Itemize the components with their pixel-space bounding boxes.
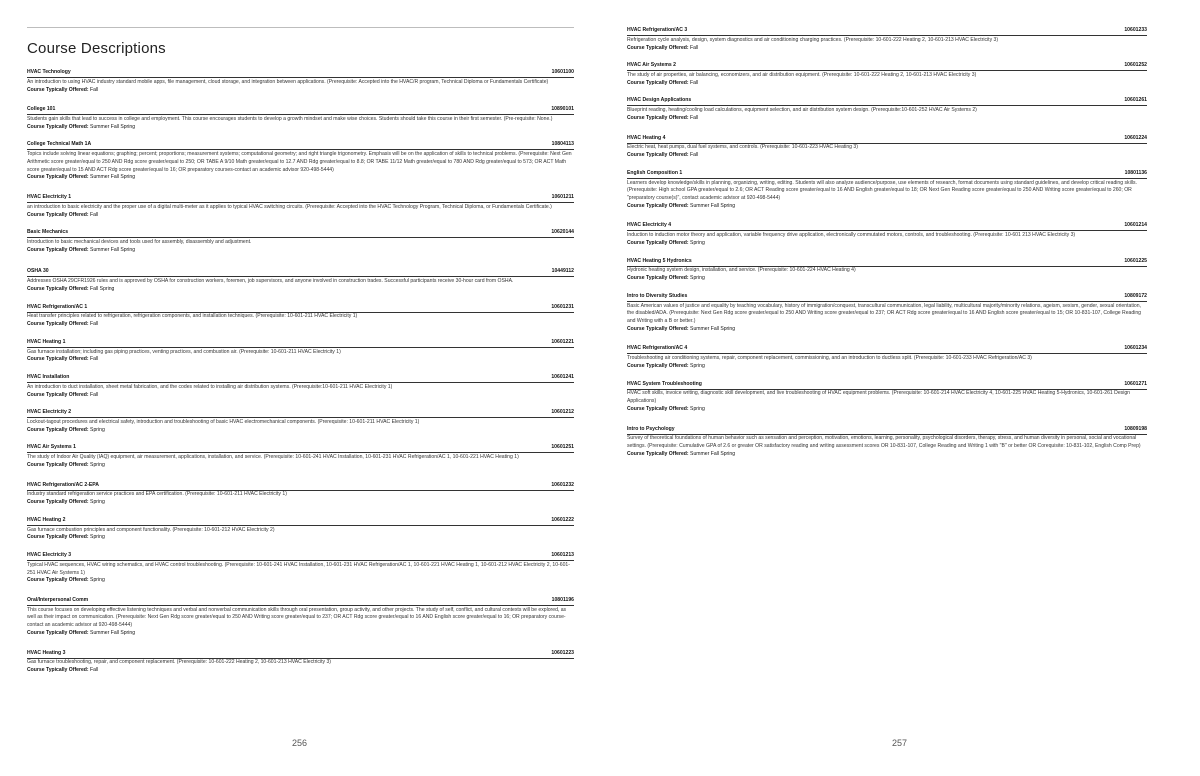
offered-value: Fall	[690, 79, 699, 86]
course-description: This course focuses on developing effective listening techniques and verbal and nonverbal communication skills through oral presentation, group activity, and other projects. The study of self, conflict, and cultural contexts will be explored, as well as their impact on communication. (Prerequisite: Next Gen Rdg score greater/equal to 250 AND Writing score greater/equal to 237; OR ACT Rdg score greater/equal to 16 AND English score greater/equal to 16; OR preparatory course-contact an academic advisor at 920-498-5444)	[27, 606, 567, 629]
course-offered	[27, 286, 574, 294]
course-entry	[627, 381, 1147, 414]
course-name: HVAC Heating 1	[27, 338, 66, 345]
offered-value: Fall Spring	[90, 285, 115, 292]
course-offered	[627, 115, 1147, 123]
course-header	[627, 27, 1147, 36]
course-description: Learners develop knowledge/skills in planning, organizing, writing, editing. Students will also analyze audience/purpose, use elements of research, format documents using standard guidelines, and develop critical reading skills. (Prerequisite: High school GPA greater/equal to 2.6; OR ACT Reading score greater/equal to 16 AND English greater/equal to 18; OR Next Gen Reading score greater/equal to 250 AND Writing score greater/equal to 260; OR "preparatory course(s)", contact academic advisor at 920-498-5444)	[627, 179, 1137, 202]
course-description: Basic American values of justice and equality by teaching vocabulary, history of immigration/conquest, transcultural communication, legal liability, multicultural majority/minority relations, ageism, sexism, gender, sexual orientation, the disabled/ADA. (Prerequisite: Next Gen Rdg score greater/equal to 250 AND Writing score greater/equal to 237; OR ACT Rdg score greater/equal to 16 AND English score greater/equal to 15; OR 10-831-107, College Reading and Writing with a B or better.)	[627, 302, 1141, 325]
course-description: Heat transfer principles related to refrigeration, refrigeration components, and installation techniques. (Prerequisite: 10-601-211 HVAC Electricity 1)	[27, 313, 358, 320]
course-name: OSHA 30	[27, 268, 49, 275]
course-header	[27, 517, 574, 526]
offered-value: Spring	[90, 461, 105, 468]
course-name: HVAC Electricity 4	[627, 222, 672, 229]
course-name: HVAC Air Systems 2	[627, 62, 676, 69]
course-offered	[627, 451, 1147, 459]
course-offered	[27, 534, 574, 542]
offered-label: Course Typically Offered:	[27, 461, 89, 468]
offered-label: Course Typically Offered:	[27, 534, 89, 541]
course-entry	[627, 258, 1147, 283]
course-offered	[627, 152, 1147, 160]
course-header	[27, 374, 574, 383]
course-description: The study of Indoor Air Quality (IAQ) equipment, air measurement, applications, installation, and service. (Prerequisite: 10-601-241 HVAC Installation, 10-601-231 HVAC Refrigeration/AC 1, 10-601-221 HVAC Heating 1)	[27, 454, 519, 461]
course-name: HVAC Heating 5 Hydronics	[627, 257, 692, 264]
course-entry	[27, 597, 574, 638]
offered-value: Summer Fall Spring	[90, 246, 136, 253]
offered-label: Course Typically Offered:	[27, 426, 89, 433]
course-description: Gas furnace troubleshooting, repair, and component replacement. (Prerequisite: 10-601-222 Heating 2, 10-601-213 HVAC Electricity 3)	[27, 659, 332, 666]
course-code: 10601212	[551, 409, 574, 416]
offered-label: Course Typically Offered:	[627, 325, 689, 332]
course-entry	[27, 517, 574, 542]
course-description: Troubleshooting air conditioning systems, repair, component replacement, commissioning, and an introduction to ductless split. (Prerequisite: 10-601-233 HVAC Refrigeration/AC 3)	[627, 355, 1032, 362]
course-code: 10601221	[551, 338, 574, 345]
course-name: HVAC Electricity 2	[27, 409, 72, 416]
offered-value: Summer Fall Spring	[90, 629, 136, 636]
course-header	[27, 194, 574, 203]
course-entry	[27, 194, 574, 219]
course-header	[27, 597, 574, 606]
course-description: Electric heat, heat pumps, dual fuel systems, and controls. (Prerequisite: 10-601-223 HVAC Heating 3)	[627, 144, 858, 151]
offered-value: Summer Fall Spring	[690, 325, 736, 332]
offered-value: Fall	[90, 211, 99, 218]
top-rule	[27, 27, 574, 28]
course-entry	[27, 444, 574, 469]
course-description: An introduction to duct installation, sheet metal fabrication, and the codes related to installing air distribution systems. (Prerequisite:10-601-211 HVAC Electricity 1)	[27, 383, 393, 390]
course-name: HVAC Electricity 3	[27, 552, 72, 559]
course-header	[627, 170, 1147, 179]
course-header	[627, 258, 1147, 267]
course-header	[27, 552, 574, 561]
course-code: 10809198	[1124, 425, 1147, 432]
course-name: HVAC Technology	[27, 69, 71, 75]
course-entry	[627, 293, 1147, 334]
course-description: Introduction to basic mechanical devices and tools used for assembly, disassembly and adjustment.	[27, 239, 252, 246]
offered-value: Summer Fall Spring	[690, 202, 736, 209]
course-code: 10809172	[1124, 292, 1147, 299]
offered-label: Course Typically Offered:	[627, 202, 689, 209]
course-name: HVAC Heating 2	[27, 516, 66, 523]
offered-label: Course Typically Offered:	[627, 275, 689, 282]
offered-label: Course Typically Offered:	[27, 356, 89, 363]
course-header	[627, 222, 1147, 231]
course-name: HVAC System Troubleshooting	[627, 380, 702, 387]
offered-label: Course Typically Offered:	[627, 114, 689, 121]
course-entry	[27, 69, 574, 94]
course-entry	[627, 62, 1147, 87]
offered-value: Spring	[690, 405, 705, 412]
course-code: 10601224	[1124, 134, 1147, 141]
offered-label: Course Typically Offered:	[27, 577, 89, 584]
course-name: HVAC Heating 3	[27, 649, 66, 656]
course-entry	[27, 229, 574, 254]
offered-value: Fall	[690, 44, 699, 51]
course-entry	[27, 374, 574, 399]
course-header	[627, 293, 1147, 302]
course-code: 10601232	[551, 481, 574, 488]
course-name: HVAC Refrigeration/AC 1	[27, 303, 88, 310]
course-code: 10601100	[551, 69, 574, 75]
course-offered	[27, 462, 574, 470]
offered-value: Summer Fall Spring	[90, 174, 136, 181]
course-entry	[627, 170, 1147, 211]
offered-label: Course Typically Offered:	[27, 285, 89, 292]
offered-value: Fall	[90, 321, 99, 328]
course-offered	[27, 667, 574, 675]
course-entry	[27, 409, 574, 434]
course-description: Lockout-tagout procedures and electrical safety, introduction and troubleshooting of basic HVAC electromechanical components. (Prerequisite: 10-601-211 HVAC Electricity 1)	[27, 419, 420, 426]
course-code: 10601225	[1124, 257, 1147, 264]
course-code: 10601252	[1124, 62, 1147, 69]
course-code: 10801136	[1124, 169, 1147, 176]
offered-value: Spring	[90, 534, 105, 541]
course-entry	[627, 97, 1147, 122]
offered-label: Course Typically Offered:	[27, 629, 89, 636]
left-page	[27, 0, 574, 776]
course-header	[27, 409, 574, 418]
course-code: 10601234	[1124, 345, 1147, 352]
offered-label: Course Typically Offered:	[27, 667, 89, 674]
offered-value: Fall	[90, 86, 99, 93]
offered-value: Fall	[90, 667, 99, 674]
course-entry	[27, 552, 574, 585]
course-entry	[27, 304, 574, 329]
course-entry	[27, 482, 574, 507]
course-header	[627, 426, 1147, 435]
course-offered	[27, 212, 574, 220]
course-code: 10601223	[551, 649, 574, 656]
course-entry	[627, 222, 1147, 247]
course-header	[27, 229, 574, 238]
offered-value: Fall	[690, 114, 699, 121]
page-title: Course Descriptions	[27, 40, 166, 57]
course-code: 10601214	[1124, 222, 1147, 229]
course-header	[27, 339, 574, 348]
course-entry	[27, 650, 574, 675]
offered-value: Spring	[690, 362, 705, 369]
course-offered	[27, 321, 574, 329]
offered-value: Fall	[90, 356, 99, 363]
course-name: HVAC Refrigeration/AC 2-EPA	[27, 481, 99, 488]
course-offered	[27, 499, 574, 507]
course-description: Students gain skills that lead to success in college and employment. This course encourages students to develop a growth mindset and make wise choices. Students should take this course in their first semester. (Pre-requisite: None.)	[27, 116, 553, 122]
offered-value: Spring	[90, 577, 105, 584]
course-offered	[627, 80, 1147, 88]
offered-label: Course Typically Offered:	[27, 174, 89, 181]
course-name: Intro to Diversity Studies	[627, 292, 688, 299]
course-description: Survey of theoretical foundations of human behavior such as sensation and perception, motivation, emotions, learning, personality, psychological disorders, therapy, stress, and human diversity in personal, social and vocational settings. (Prerequisite: Cumulative GPA of 2.6 or greater OR satisfactory reading and writing assessment scores OR 10-831-107, College Reading and Writing 1 with "B" or better OR Corequisite: 10-831-102, English Comp Prep)	[627, 435, 1141, 450]
course-code: 10449112	[551, 268, 574, 275]
course-name: HVAC Refrigeration/AC 3	[627, 27, 688, 33]
course-code: 10601213	[551, 552, 574, 559]
course-name: HVAC Installation	[27, 374, 70, 381]
course-description: Gas furnace combustion principles and component functionality. (Prerequisite: 10-601-212 HVAC Electricity 2)	[27, 526, 275, 533]
offered-label: Course Typically Offered:	[627, 44, 689, 51]
offered-label: Course Typically Offered:	[627, 239, 689, 246]
offered-label: Course Typically Offered:	[27, 86, 89, 93]
offered-label: Course Typically Offered:	[627, 152, 689, 159]
course-list-left	[27, 69, 574, 685]
course-description: Refrigeration cycle analysis, design, system diagnostics and air conditioning charging practices. (Prerequisite: 10-601-222 Heating 2, 10-601-213 HVAC Electricity 3)	[627, 36, 999, 43]
offered-value: Spring	[690, 239, 705, 246]
course-description: Hydronic heating system design, installation, and service. (Prerequisite: 10-601-224 HVAC Heating 4)	[627, 267, 856, 274]
course-entry	[627, 27, 1147, 52]
course-offered	[627, 45, 1147, 53]
offered-label: Course Typically Offered:	[27, 391, 89, 398]
course-header	[27, 482, 574, 491]
course-header	[27, 304, 574, 313]
course-code: 10601251	[551, 444, 574, 451]
course-name: College Technical Math 1A	[27, 141, 92, 148]
course-description: Induction to induction motor theory and application, variable frequency drive application, electronically commutated motors, controls, and troubleshooting. (Prerequisite: 10-601 213 HVAC Electricity 3)	[627, 232, 1076, 239]
course-description: An introduction to using HVAC industry standard mobile apps, file management, cloud storage, and integration between applications. (Prerequisite: Accepted into the HVAC/R program, Technical Diploma or Fundamentals Certificate)	[27, 78, 549, 85]
course-header	[27, 106, 574, 115]
course-header	[27, 650, 574, 659]
course-description: Blueprint reading, heating/cooling load calculations, equipment selection, and air distribution system design. (Prerequisite:10-601-252 HVAC Air Systems 2)	[627, 107, 977, 114]
course-offered	[27, 630, 574, 638]
course-description: The study of air properties, air balancing, economizers, and air distribution equipment. (Prerequisite: 10-601-222 Heating 2, 10-601-213 HVAC Electricity 3)	[627, 72, 977, 78]
offered-value: Fall	[690, 152, 699, 159]
course-offered	[27, 124, 574, 132]
offered-value: Spring	[690, 275, 705, 282]
course-name: HVAC Design Applications	[627, 97, 692, 104]
course-entry	[27, 268, 574, 293]
offered-label: Course Typically Offered:	[627, 79, 689, 86]
course-entry	[27, 339, 574, 364]
course-code: 10601211	[551, 194, 574, 201]
course-code: 10601271	[1124, 380, 1147, 387]
course-header	[627, 345, 1147, 354]
offered-value: Summer Fall Spring	[690, 450, 736, 457]
course-header	[627, 97, 1147, 106]
course-header	[627, 135, 1147, 144]
course-name: HVAC Heating 4	[627, 134, 666, 141]
course-code: 10601261	[1124, 97, 1147, 104]
course-code: 10801196	[551, 596, 574, 603]
course-name: HVAC Air Systems 1	[27, 444, 76, 451]
course-offered	[627, 326, 1147, 334]
course-code: 10601231	[551, 303, 574, 310]
course-code: 10601222	[551, 516, 574, 523]
course-offered	[627, 363, 1147, 371]
course-offered	[627, 406, 1147, 414]
offered-label: Course Typically Offered:	[27, 123, 89, 130]
course-entry	[27, 106, 574, 131]
page-number-right: 257	[892, 738, 908, 748]
course-offered	[27, 392, 574, 400]
course-code: 10890101	[551, 106, 574, 113]
offered-label: Course Typically Offered:	[27, 246, 89, 253]
course-entry	[627, 426, 1147, 459]
offered-label: Course Typically Offered:	[27, 321, 89, 328]
course-code: 10620144	[551, 229, 574, 236]
course-header	[27, 268, 574, 277]
course-offered	[27, 427, 574, 435]
course-name: Oral/Interpersonal Comm	[27, 596, 89, 603]
course-description: Addresses OSHA 29CFR1926 rules and is approved by OSHA for construction workers, foremen, job supervisors, and anyone involved in construction trades. Successful participants receive 30-hour card from OSHA.	[27, 278, 514, 285]
course-code: 10601233	[1124, 27, 1147, 33]
course-description: HVAC soft skills, invoice writing, diagnostic skill development, and live troubleshooting of HVAC equipment problems. (Prerequisite: 10-601-214 HVAC Electricity 4, 10-601-225 HVAC Heating 5-Hydronics, 10-601-261 Design Applications)	[627, 390, 1131, 405]
course-name: HVAC Refrigeration/AC 4	[627, 345, 688, 352]
offered-label: Course Typically Offered:	[627, 405, 689, 412]
course-code: 10601241	[551, 374, 574, 381]
course-entry	[627, 345, 1147, 370]
course-name: Intro to Psychology	[627, 425, 675, 432]
course-description: Gas furnace installation; including gas piping practices, venting practices, and combustion air. (Prerequisite: 10-601-211 HVAC Electricity 1)	[27, 348, 341, 355]
course-name: English Composition 1	[627, 169, 683, 176]
course-header	[27, 444, 574, 453]
course-offered	[27, 577, 574, 585]
course-code: 10804113	[551, 141, 574, 148]
right-page	[627, 0, 1147, 776]
offered-value: Spring	[90, 426, 105, 433]
course-offered	[627, 275, 1147, 283]
course-offered	[27, 87, 574, 95]
course-list-right	[627, 27, 1147, 468]
offered-label: Course Typically Offered:	[627, 450, 689, 457]
course-offered	[627, 240, 1147, 248]
course-offered	[27, 356, 574, 364]
page-number-left: 256	[292, 738, 308, 748]
course-entry	[27, 141, 574, 182]
course-description: Industry standard refrigeration service practices and EPA certification. (Prerequisite: 10-601-211 HVAC Electricity 1)	[27, 491, 287, 498]
offered-value: Fall	[90, 391, 99, 398]
course-offered	[627, 203, 1147, 211]
course-description: Typical HVAC sequences, HVAC wiring schematics, and HVAC control troubleshooting. (Prerequisite: 10-601-241 HVAC Installation, 10-601-231 HVAC Refrigeration/AC 1, 10-601-221 HVAC Heating 1, 10-601-212 HVAC Electricity 2, 10-601-251 HVAC Air Systems 1)	[27, 561, 570, 576]
course-header	[27, 69, 574, 78]
course-header	[627, 381, 1147, 390]
course-entry	[627, 135, 1147, 160]
course-name: College 101	[27, 106, 56, 113]
course-description: an introduction to basic electricity and the proper use of a digital multi-meter as it applies to typical HVAC switching circuits. (Prerequisite: Accepted into the HVAC Technology Program, Technical Diploma, or Fundamentals Certificate.)	[27, 203, 552, 210]
offered-label: Course Typically Offered:	[627, 362, 689, 369]
course-header	[27, 141, 574, 150]
offered-label: Course Typically Offered:	[27, 211, 89, 218]
offered-value: Spring	[90, 499, 105, 506]
offered-value: Summer Fall Spring	[90, 123, 136, 130]
course-offered	[27, 247, 574, 255]
offered-label: Course Typically Offered:	[27, 499, 89, 506]
course-header	[627, 62, 1147, 71]
course-description: Topics include solving linear equations; graphing; percent; proportions; measurement systems; computational geometry; and right triangle trigonometry. Emphasis will be on the application of skills to technical problems. (Prerequisite: Next Gen Arithmetic score greater/equal to 250 AND Rdg score greater/equal to 250; OR TABE A 9/10 Math greater/equal to 12.7 AND Rdg greater/equal to 8.8; OR TABE 11/12 Math greater/equal to 780 AND Rdg greater/equal to 573; OR ACT Math score greater/equal to 15 AND ACT Rdg score greater/equal to 16; OR preparatory courses-contact an academic advisor 920-498-5444)	[27, 151, 572, 173]
course-offered	[27, 174, 574, 182]
course-name: HVAC Electricity 1	[27, 194, 72, 201]
course-name: Basic Mechanics	[27, 229, 69, 236]
